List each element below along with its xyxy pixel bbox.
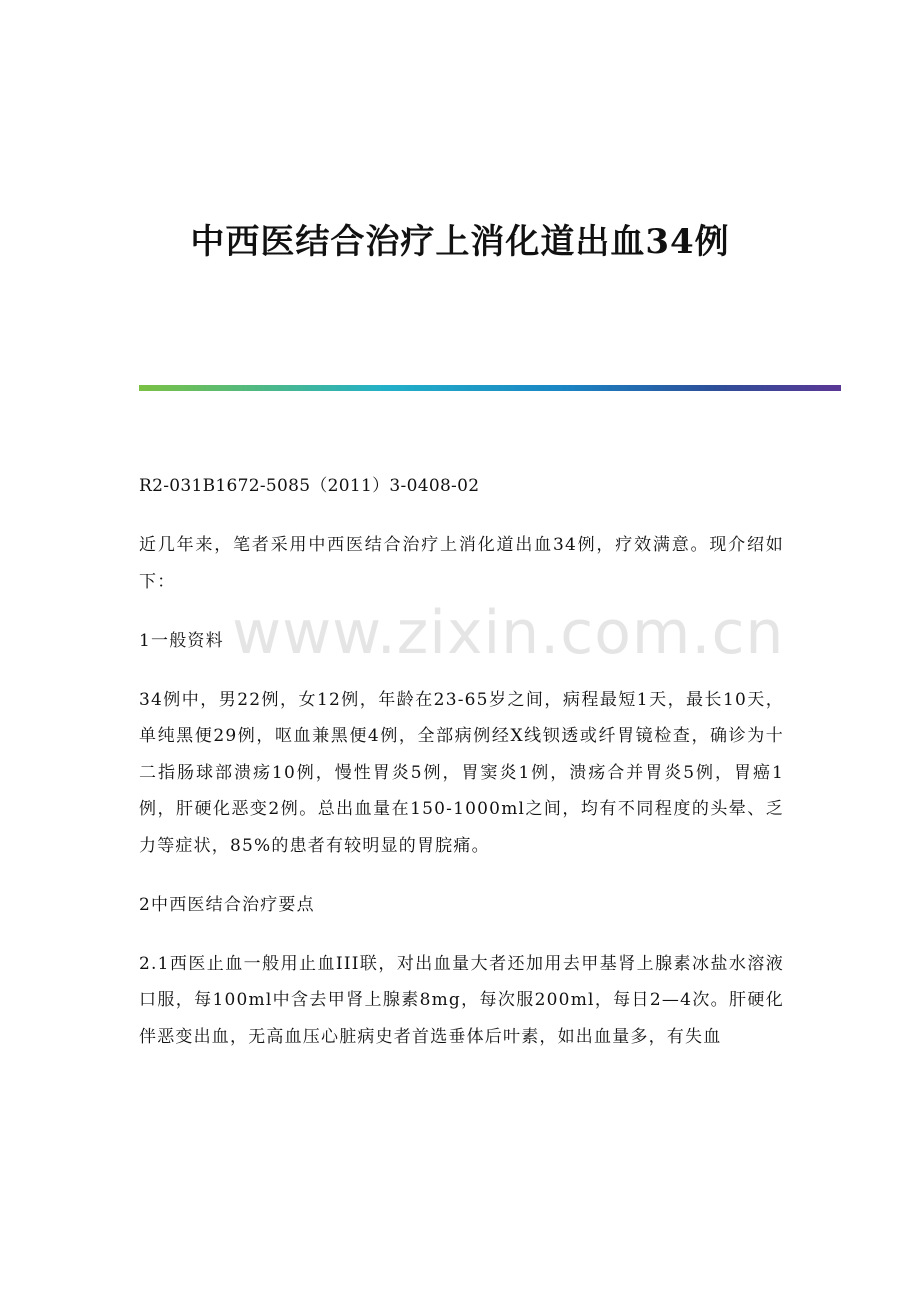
section-heading-2: 2中西医结合治疗要点 (139, 894, 315, 915)
document-title: 中西医结合治疗上消化道出血34例 (190, 222, 730, 262)
title-divider (139, 385, 841, 391)
intro-paragraph: 近几年来，笔者采用中西医结合治疗上消化道出血34例，疗效满意。现介绍如下： (139, 535, 784, 592)
section-heading-1: 1一般资料 (139, 630, 224, 651)
general-data-paragraph: 34例中，男22例，女12例，年龄在23-65岁之间，病程最短1天，最长10天，单纯黑便29例，呕血兼黑便4例，全部病例经X线钡透或纤胃镜检查，确诊为十二指肠球部溃疡10例，慢性胃炎5例，胃窦炎1例，溃疡合并胃炎5例，胃癌1例，肝硬化恶变2例。总出血量在150-1000ml之间，均有不同程度的头晕、乏力等症状，85%的患者有较明显的胃脘痛。 (139, 689, 784, 856)
classification-code: R2-031B1672-5085（2011）3-0408-02 (139, 476, 480, 496)
watermark: www.zixin.com.cn (232, 598, 785, 668)
treatment-paragraph: 2.1西医止血一般用止血III联，对出血量大者还加用去甲基肾上腺素冰盐水溶液口服，每100ml中含去甲肾上腺素8mg，每次服200ml，每日2—4次。肝硬化伴恶变出血，无高血压心脏病史者首选垂体后叶素，如出血量多，有失血 (139, 953, 784, 1047)
document-body (139, 468, 784, 1078)
